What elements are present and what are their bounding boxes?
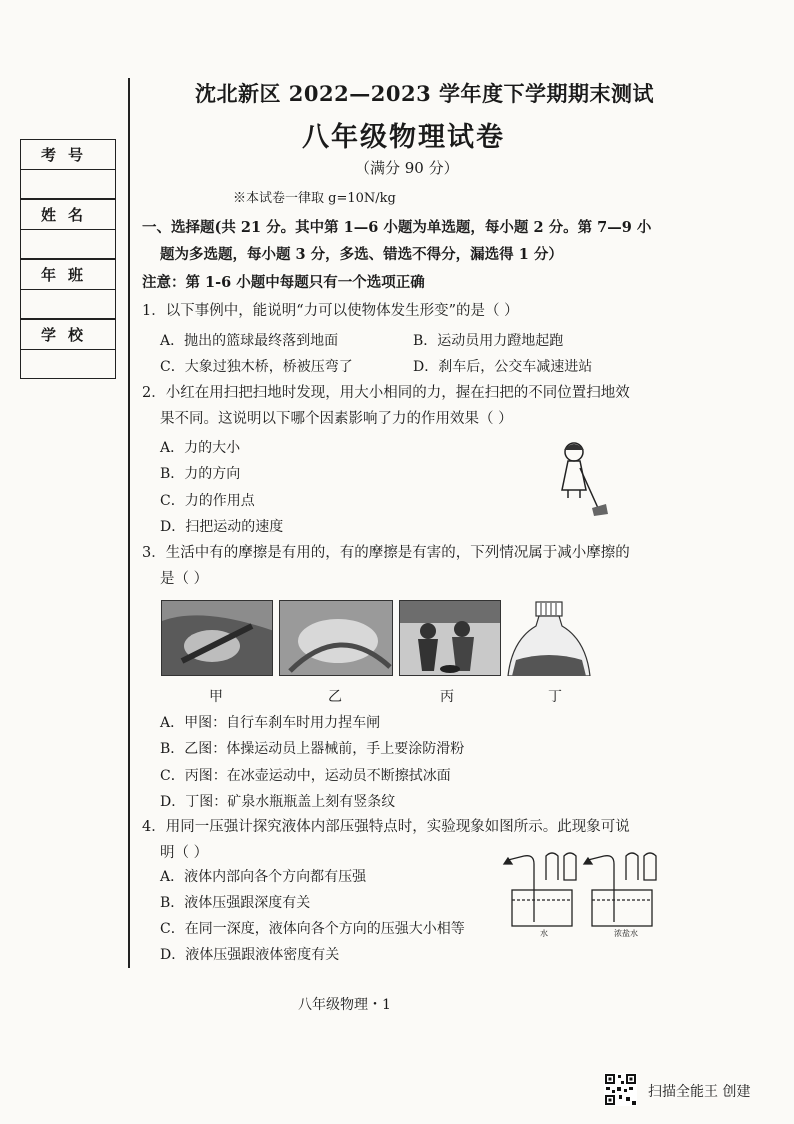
q2-option-a[interactable]: A．力的大小 [160,440,241,456]
question-4-stem-line2: 明（ ） [160,845,209,861]
question-4-stem-line1: 4．用同一压强计探究液体内部压强特点时，实验现象如图所示。此现象可说 [142,819,630,835]
question-2-stem-line1: 2．小红在用扫把扫地时发现，用大小相同的力，握在扫把的不同位置扫地效 [142,385,630,401]
girl-sweeping-illustration [550,438,610,518]
q1-option-c[interactable]: C．大象过独木桥，桥被压弯了 [160,359,353,375]
q4-option-b[interactable]: B．液体压强跟深度有关 [160,895,311,911]
section-heading-line1: 一、选择题(共 21 分。其中第 1—6 小题为单选题，每小题 2 分。第 7—9 小 [142,219,652,236]
q3-option-a[interactable]: A．甲图：自行车刹车时用力捏车闸 [160,715,381,731]
exam-number-label: 考号 [20,139,116,169]
g-note: ※本试卷一律取 g=10N/kg [233,191,396,206]
caption-yi: 乙 [328,689,342,705]
q3-option-c[interactable]: C．丙图：在冰壶运动中，运动员不断擦拭冰面 [160,768,451,784]
caption-ding: 丁 [548,689,562,705]
class-field[interactable] [20,289,116,319]
photo-bicycle-brake [161,600,273,676]
q4-option-d[interactable]: D．液体压强跟液体密度有关 [160,947,340,963]
scanner-watermark: 扫描全能王 创建 [648,1084,751,1100]
full-score: （满分 90 分） [355,159,459,177]
q2-option-c[interactable]: C．力的作用点 [160,493,255,509]
q1-option-d[interactable]: D．刹车后，公交车减速进站 [413,359,593,375]
question-2-stem-line2: 果不同。这说明以下哪个因素影响了力的作用效果（ ） [160,411,513,427]
binding-line [128,78,130,968]
name-field[interactable] [20,229,116,259]
q1-option-a[interactable]: A．抛出的篮球最终落到地面 [160,333,339,349]
figure-label-brine: 浓盐水 [614,929,638,938]
exam-title: 沈北新区 2022—2023 学年度下学期期末测试 [195,81,655,106]
q4-option-c[interactable]: C．在同一深度，液体向各个方向的压强大小相等 [160,921,465,937]
paper-title: 八年级物理试卷 [302,122,505,153]
section-note: 注意：第 1-6 小题中每题只有一个选项正确 [142,274,425,291]
school-label: 学校 [20,319,116,349]
question-3-stem-line2: 是（ ） [160,571,209,587]
q2-option-b[interactable]: B．力的方向 [160,466,241,482]
q3-option-d[interactable]: D．丁图：矿泉水瓶瓶盖上刻有竖条纹 [160,794,396,810]
photo-gymnast-chalk [279,600,393,676]
q4-option-a[interactable]: A．液体内部向各个方向都有压强 [160,869,367,885]
photo-water-bottle-cap [506,600,592,676]
caption-jia: 甲 [209,689,223,705]
q1-option-b[interactable]: B．运动员用力蹬地起跑 [413,333,564,349]
pressure-gauge-diagram [494,850,666,936]
section-heading-line2: 题为多选题，每小题 3 分，多选、错选不得分，漏选得 1 分） [160,246,563,263]
caption-bing: 丙 [440,689,454,705]
figure-label-water: 水 [540,929,548,938]
photo-curling [399,600,501,676]
question-1-stem: 1．以下事例中，能说明“力可以使物体发生形变”的是（ ） [142,303,519,319]
page-footer: 八年级物理・1 [298,997,391,1013]
school-field[interactable] [20,349,116,379]
name-label: 姓名 [20,199,116,229]
question-3-stem-line1: 3．生活中有的摩擦是有用的，有的摩擦是有害的，下列情况属于减小摩擦的 [142,545,630,561]
class-label: 年班 [20,259,116,289]
q3-option-b[interactable]: B．乙图：体操运动员上器械前，手上要涂防滑粉 [160,741,465,757]
qr-code-icon [604,1073,637,1106]
q2-option-d[interactable]: D．扫把运动的速度 [160,519,284,535]
exam-number-field[interactable] [20,169,116,199]
